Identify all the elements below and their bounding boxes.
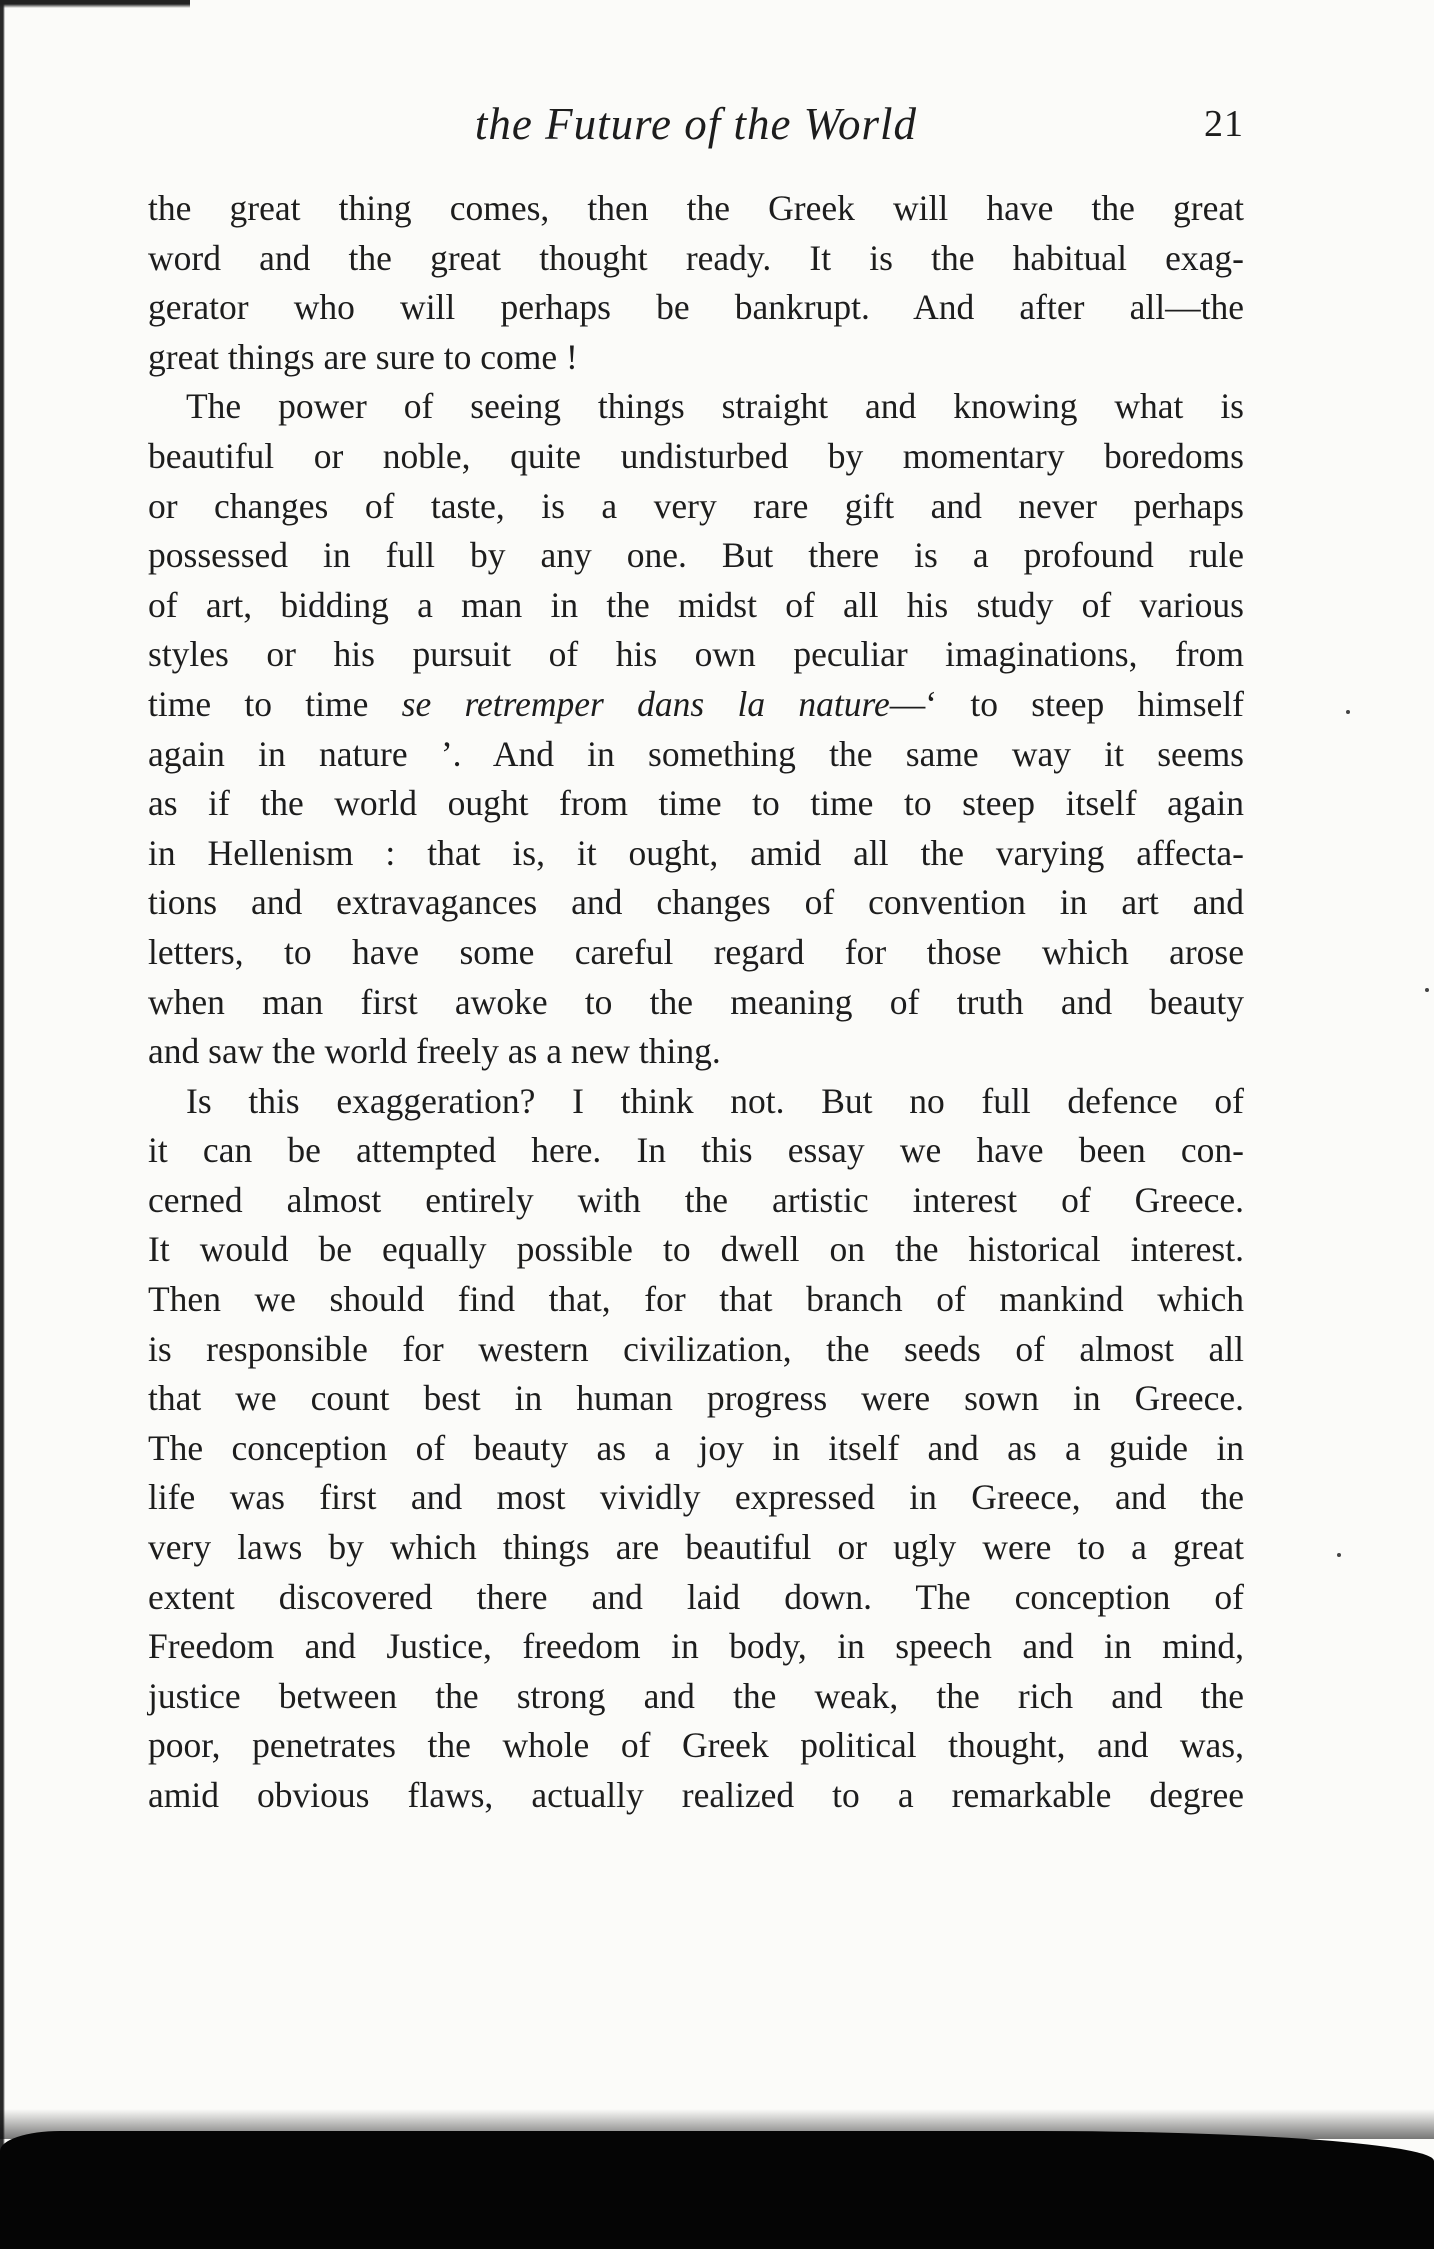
paragraph-first-line: Is this exaggeration? I think not. But no full defence of — [186, 1080, 1244, 1121]
scan-speck — [1425, 988, 1429, 992]
text-line: Then we should find that, for that branch of mankind which — [148, 1279, 1244, 1320]
text-line: very laws by which things are beautiful or ugly were to a great — [148, 1527, 1244, 1568]
text-line: beautiful or noble, quite undisturbed by momentary boredoms — [148, 435, 1244, 476]
text-line-before-italic: time to time — [148, 683, 402, 724]
text-line: word and the great thought ready. It is the habitual exag- — [148, 237, 1244, 278]
body-text — [148, 184, 1244, 1821]
french-phrase: se retremper dans la nature — [401, 683, 890, 724]
text-line: life was first and most vividly expressed in Greece, and the — [148, 1477, 1244, 1518]
text-line: again in nature ’. And in something the same way it seems — [148, 733, 1244, 774]
text-line: styles or his pursuit of his own peculiar imaginations, from — [148, 634, 1244, 675]
scan-top-edge — [0, 0, 190, 10]
running-title: the Future of the World — [474, 99, 918, 149]
text-line: letters, to have some careful regard for those which arose — [148, 931, 1244, 972]
text-line: or changes of taste, is a very rare gift and never perhaps — [148, 485, 1244, 526]
paragraph-first-line: The power of seeing things straight and knowing what is — [186, 386, 1244, 427]
text-line: is responsible for western civilization, the seeds of almost all — [148, 1328, 1244, 1369]
text-line: and saw the world freely as a new thing. — [148, 1031, 721, 1072]
scan-left-edge — [0, 0, 8, 2249]
scan-bottom-edge — [0, 2131, 1434, 2249]
text-line: It would be equally possible to dwell on the historical interest. — [148, 1229, 1244, 1270]
text-line: great things are sure to come ! — [148, 336, 578, 377]
text-line: that we count best in human progress were sown in Greece. — [148, 1378, 1244, 1419]
text-line-after-italic: —‘ to steep himself — [889, 683, 1245, 724]
text-line: justice between the strong and the weak, the rich and the — [148, 1675, 1244, 1716]
scan-speck — [1337, 1553, 1341, 1557]
text-line: when man first awoke to the meaning of truth and beauty — [148, 981, 1244, 1022]
text-line: it can be attempted here. In this essay we have been con- — [148, 1130, 1244, 1171]
text-line — [148, 680, 1244, 730]
text-line: the great thing comes, then the Greek will have the great — [148, 188, 1244, 228]
text-line: in Hellenism : that is, it ought, amid all the varying affecta- — [148, 832, 1244, 873]
text-line: tions and extravagances and changes of convention in art and — [148, 882, 1244, 923]
running-header — [148, 98, 1244, 158]
text-line: gerator who will perhaps be bankrupt. And after all—the — [148, 287, 1244, 328]
text-line: Freedom and Justice, freedom in body, in speech and in mind, — [148, 1626, 1244, 1667]
text-line: extent discovered there and laid down. The conception of — [148, 1576, 1244, 1617]
text-line: cerned almost entirely with the artistic interest of Greece. — [148, 1179, 1244, 1220]
text-line: as if the world ought from time to time to steep itself again — [148, 783, 1244, 824]
text-line: poor, penetrates the whole of Greek political thought, and was, — [148, 1725, 1244, 1766]
text-line: The conception of beauty as a joy in itself and as a guide in — [148, 1427, 1244, 1468]
text-line: amid obvious flaws, actually realized to a remarkable degree — [148, 1775, 1244, 1815]
page-number: 21 — [1204, 103, 1244, 145]
scan-speck — [1346, 710, 1350, 714]
text-line: possessed in full by any one. But there is a profound rule — [148, 535, 1244, 576]
text-line: of art, bidding a man in the midst of all his study of various — [148, 584, 1244, 625]
